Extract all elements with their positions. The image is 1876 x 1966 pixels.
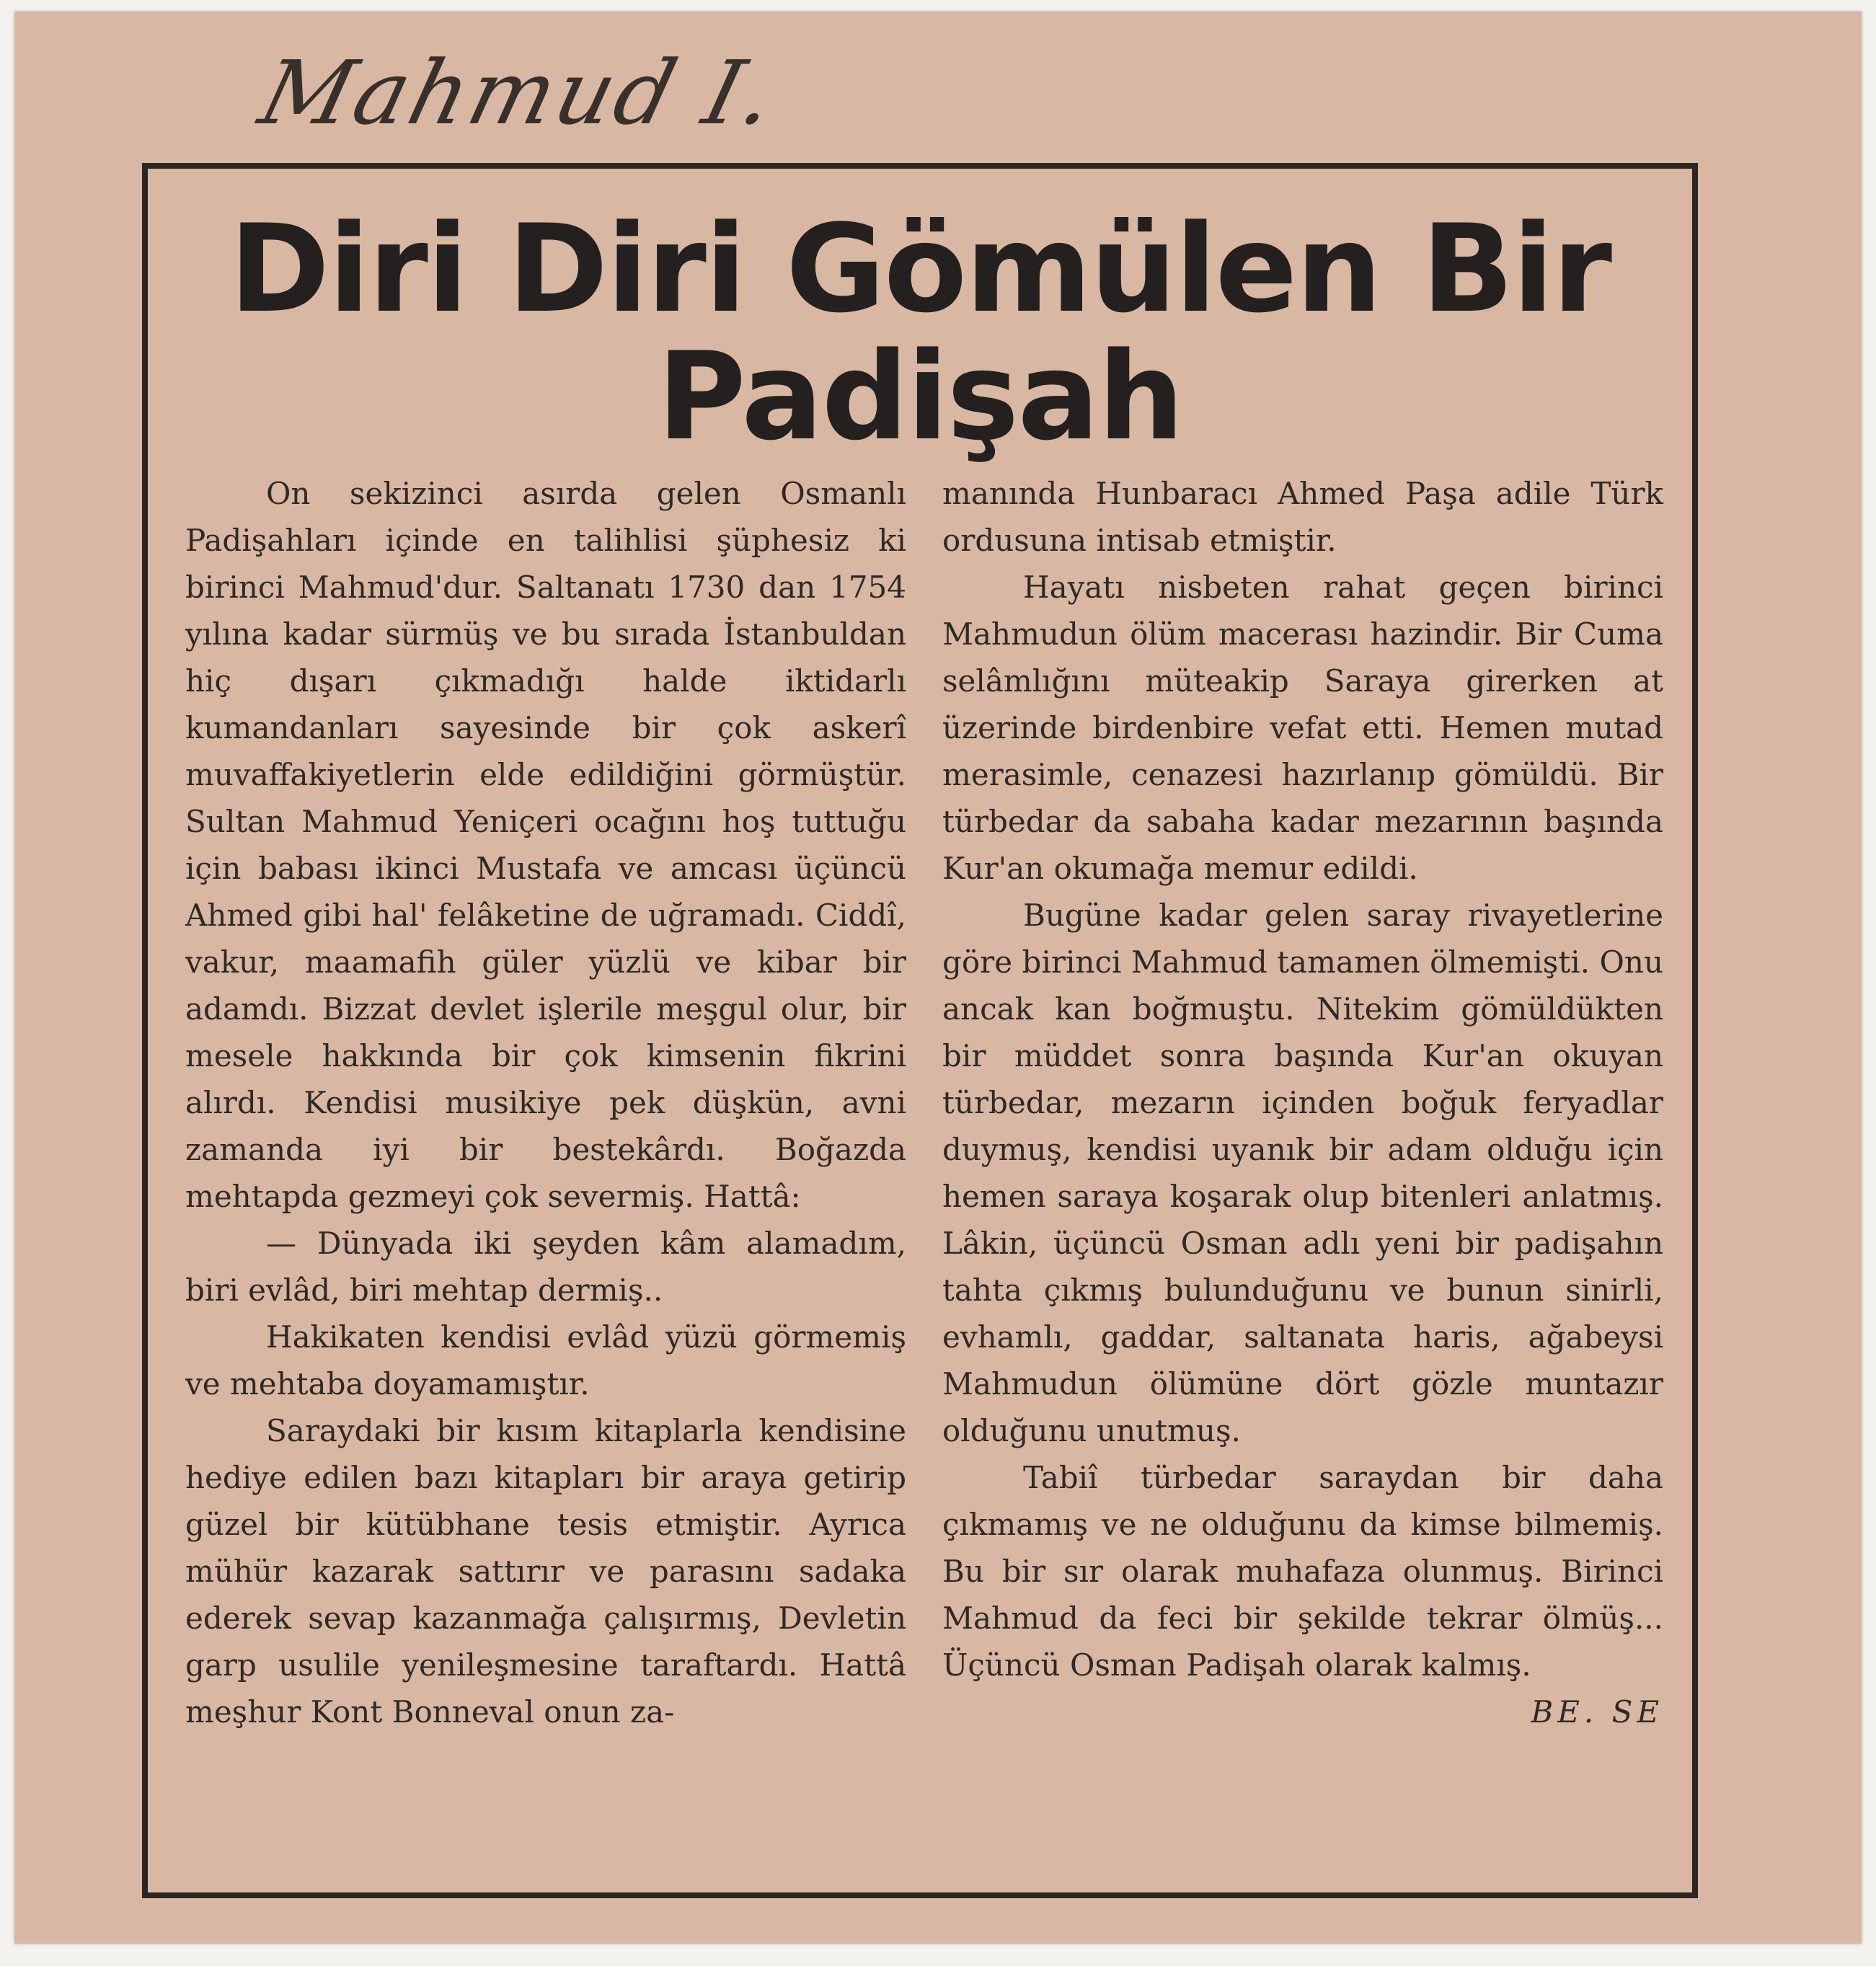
paragraph: Hakikaten kendisi evlâd yüzü görmemiş ve mehtaba doyamamıştır.: [185, 1319, 906, 1402]
paragraph-continuation: manında Hunbaracı Ahmed Paşa adile Türk ordusuna intisab etmiştir.: [942, 476, 1663, 558]
paragraph: Saraydaki bir kısım kitaplarla kendisine hediye edilen bazı kitapları bir araya getirip güzel bir kütübhane tesis etmiştir. Ayrıca mühür kazarak sattırır ve parasını sadaka ederek sevap kazanmağa çalışırmış, Devletin garp usulile yenileşmesine taraftardı. Hattâ meşhur Kont Bonneval onun za-: [185, 1413, 906, 1730]
author-signature: BE. SE: [1531, 1694, 1663, 1730]
article-frame: [142, 163, 1698, 1898]
headline-line-2: Padişah: [657, 326, 1183, 467]
right-column: [942, 470, 1663, 1735]
paragraph-text: Tabiî türbedar saraydan bir daha çıkmamış ve ne olduğunu da kimse bilmemiş. Bu bir sır olarak muhafaza olunmuş. Birinci Mahmud da feci bir şekilde tekrar ölmüş... Üçüncü Osman Padişah olarak kalmış.: [942, 1460, 1663, 1683]
newspaper-clipping: [14, 12, 1862, 1944]
left-column: [185, 470, 906, 1735]
paragraph: Bugüne kadar gelen saray rivayetlerine göre birinci Mahmud tamamen ölmemişti. Onu ancak kan boğmuştu. Nitekim gömüldükten bir müddet sonra başında Kur'an okuyan türbedar, mezarın içinden boğuk feryadlar duymuş, kendisi uyanık bir adam olduğu için hemen saraya koşarak olup bitenleri anlatmış. Lâkin, üçüncü Osman adlı yeni bir padişahın tahta çıkmış bulunduğunu ve bunun sinirli, evhamlı, gaddar, saltanata haris, ağabeysi Mahmudun ölümüne dört gözle muntazır olduğunu unutmuş.: [942, 898, 1663, 1448]
handwritten-note: Mahmud I.: [250, 42, 789, 144]
paragraph: [942, 1454, 1663, 1730]
paragraph: — Dünyada iki şeyden kâm alamadım, biri evlâd, biri mehtap dermiş..: [185, 1226, 906, 1308]
paragraph: Hayatı nisbeten rahat geçen birinci Mahmudun ölüm macerası hazindir. Bir Cuma selâmlığını müteakip Saraya girerken at üzerinde birdenbire vefat etti. Hemen mutad merasimle, cenazesi hazırlanıp gömüldü. Bir türbedar da sabaha kadar mezarının başında Kur'an okumağa memur edildi.: [942, 570, 1663, 886]
headline-line-1: Diri Diri Gömülen Bir: [229, 198, 1611, 340]
paragraph: On sekizinci asırda gelen Osmanlı Padişahları içinde en talihlisi şüphesiz ki birinci Mahmud'dur. Saltanatı 1730 dan 1754 yılına kadar sürmüş ve bu sırada İstanbuldan hiç dışarı çıkmadığı halde iktidarlı kumandanları sayesinde bir çok askerî muvaffakiyetlerin elde edildiğini görmüştür. Sultan Mahmud Yeniçeri ocağını hoş tuttuğu için babası ikinci Mustafa ve amcası üçüncü Ahmed gibi hal' felâketine de uğramadı. Ciddî, vakur, maamafih güler yüzlü ve kibar bir adamdı. Bizzat devlet işlerile meşgul olur, bir mesele hakkında bir çok kimsenin fikrini alırdı. Kendisi musikiye pek düşkün, avni zamanda iyi bir bestekârdı. Boğazda mehtapda gezmeyi çok severmiş. Hattâ:: [185, 476, 906, 1214]
